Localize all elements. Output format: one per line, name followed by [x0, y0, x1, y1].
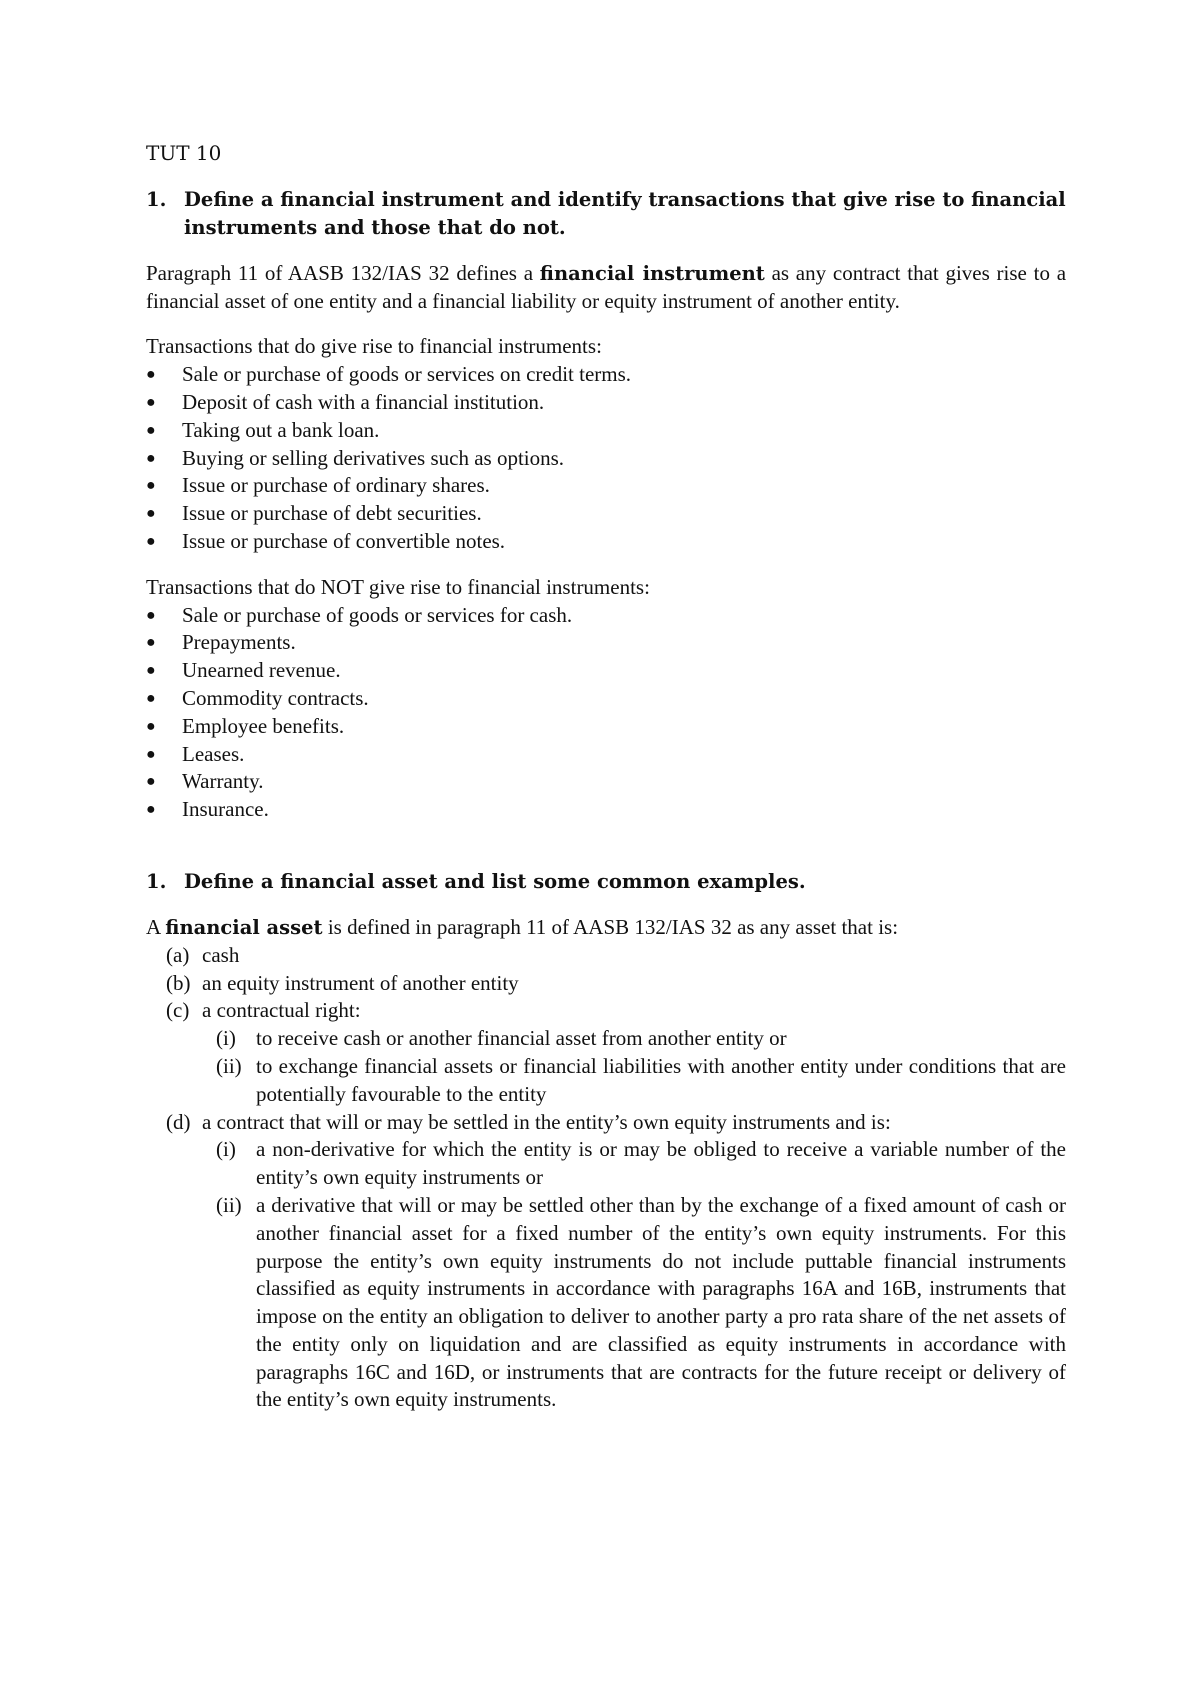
document-page: [146, 140, 1066, 1414]
list-item-text: Unearned revenue.: [182, 658, 341, 683]
sub-item-text: to exchange financial assets or financial liabilities with another entity under conditions that are potentially favourable to the entity: [256, 1053, 1066, 1106]
bullet-icon: ●: [146, 477, 156, 495]
list-item-text: Prepayments.: [182, 630, 296, 655]
list-item: [146, 602, 1066, 630]
sub-item-text: to receive cash or another financial asset from another entity or: [256, 1026, 787, 1051]
sub-list-item: [146, 1025, 1066, 1053]
list-item: [146, 796, 1066, 824]
list-item-text: Leases.: [182, 741, 245, 766]
item-label: (c): [166, 998, 190, 1023]
asset-criteria-list: [146, 942, 1066, 1415]
list-item-text: Sale or purchase of goods or services on credit terms.: [182, 362, 632, 387]
sub-list-item: [146, 1192, 1066, 1414]
list-item: [146, 942, 1066, 970]
defined-term: financial instrument: [539, 261, 765, 285]
list-item-text: Employee benefits.: [182, 713, 345, 738]
list-item: [146, 472, 1066, 500]
give-rise-intro: Transactions that do give rise to financial instruments:: [146, 334, 602, 359]
definition-text: is defined in paragraph 11 of AASB 132/IAS 32 as any asset that is:: [322, 914, 899, 939]
bullet-icon: ●: [146, 662, 156, 680]
item-label: (a): [166, 942, 190, 967]
bullet-icon: ●: [146, 745, 156, 763]
bullet-icon: ●: [146, 773, 156, 791]
list-item-text: Issue or purchase of ordinary shares.: [182, 473, 490, 498]
list-item-text: Taking out a bank loan.: [182, 417, 380, 442]
section-spacer: [146, 842, 1066, 868]
list-item-text: Deposit of cash with a financial institution.: [182, 389, 545, 414]
item-text: a contractual right:: [202, 998, 361, 1023]
bullet-icon: ●: [146, 366, 156, 384]
list-item-text: Sale or purchase of goods or services for cash.: [182, 602, 573, 627]
question-number: 1.: [146, 869, 167, 893]
sub-item-label: (i): [216, 1137, 236, 1162]
list-item-text: Issue or purchase of debt securities.: [182, 501, 482, 526]
question-text: Define a financial asset and list some common examples.: [184, 869, 806, 893]
financial-instrument-definition: [146, 260, 1066, 316]
list-item: [146, 629, 1066, 657]
list-item-text: Issue or purchase of convertible notes.: [182, 528, 506, 553]
sub-item-text: a derivative that will or may be settled other than by the exchange of a fixed amount of cash or another financial asset for a fixed number of the entity’s own equity instruments. For this purpose the entity’s own equity instruments do not include puttable financial instruments classified as equity instruments in accordance with paragraphs 16A and 16B, instruments that impose on the entity an obligation to deliver to another party a pro rata share of the net assets of the entity only on liquidation and are classified as equity instruments in accordance with paragraphs 16C and 16D, or instruments that are contracts for the future receipt or delivery of the entity’s own equity instruments.: [256, 1192, 1066, 1412]
item-text: cash: [202, 942, 240, 967]
bullet-icon: ●: [146, 532, 156, 550]
item-label: (d): [166, 1109, 191, 1134]
page-title: TUT 10: [146, 141, 222, 165]
sub-item-label: (i): [216, 1026, 236, 1051]
list-item: [146, 741, 1066, 769]
list-item: [146, 500, 1066, 528]
bullet-icon: ●: [146, 717, 156, 735]
list-item: [146, 417, 1066, 445]
sub-list-item: [146, 1136, 1066, 1192]
financial-asset-definition: [146, 914, 1066, 942]
list-item: [146, 389, 1066, 417]
definition-text: A: [146, 914, 166, 939]
list-item: [146, 528, 1066, 556]
bullet-icon: ●: [146, 449, 156, 467]
bullet-icon: ●: [146, 421, 156, 439]
sub-item-text: a non-derivative for which the entity is or may be obliged to receive a variable number of the entity’s own equity instruments or: [256, 1137, 1066, 1190]
question-number: 1.: [146, 187, 167, 211]
not-rise-intro: Transactions that do NOT give rise to financial instruments:: [146, 574, 650, 599]
bullet-icon: ●: [146, 689, 156, 707]
list-item: [146, 445, 1066, 473]
list-item-text: Warranty.: [182, 769, 264, 794]
sub-item-label: (ii): [216, 1053, 242, 1078]
list-item-text: Buying or selling derivatives such as options.: [182, 445, 565, 470]
item-text: an equity instrument of another entity: [202, 970, 519, 995]
list-item: [146, 970, 1066, 998]
list-item-text: Commodity contracts.: [182, 685, 369, 710]
bullet-icon: ●: [146, 606, 156, 624]
list-item: [146, 1109, 1066, 1137]
list-item: [146, 997, 1066, 1025]
bullet-icon: ●: [146, 801, 156, 819]
defined-term: financial asset: [165, 915, 323, 939]
definition-text: as any contract that gives rise to a financial asset of one entity and a financial liability or equity instrument of another entity.: [146, 260, 1067, 313]
sub-item-label: (ii): [216, 1192, 242, 1217]
list-item: [146, 768, 1066, 796]
list-item: [146, 657, 1066, 685]
question-2-heading: [146, 868, 1066, 896]
list-item-text: Insurance.: [182, 797, 269, 822]
list-item: [146, 361, 1066, 389]
give-rise-list: [146, 361, 1066, 556]
question-text: Define a financial instrument and identify transactions that give rise to financial instruments and those that do not.: [184, 187, 1066, 239]
bullet-icon: ●: [146, 505, 156, 523]
list-item: [146, 685, 1066, 713]
sub-list-item: [146, 1053, 1066, 1109]
item-text: a contract that will or may be settled in the entity’s own equity instruments and is:: [202, 1109, 891, 1134]
list-item: [146, 713, 1066, 741]
question-1-heading: [146, 186, 1066, 242]
not-rise-list: [146, 602, 1066, 824]
bullet-icon: ●: [146, 634, 156, 652]
definition-text: Paragraph 11 of AASB 132/IAS 32 defines a: [146, 260, 540, 285]
item-label: (b): [166, 970, 191, 995]
bullet-icon: ●: [146, 393, 156, 411]
